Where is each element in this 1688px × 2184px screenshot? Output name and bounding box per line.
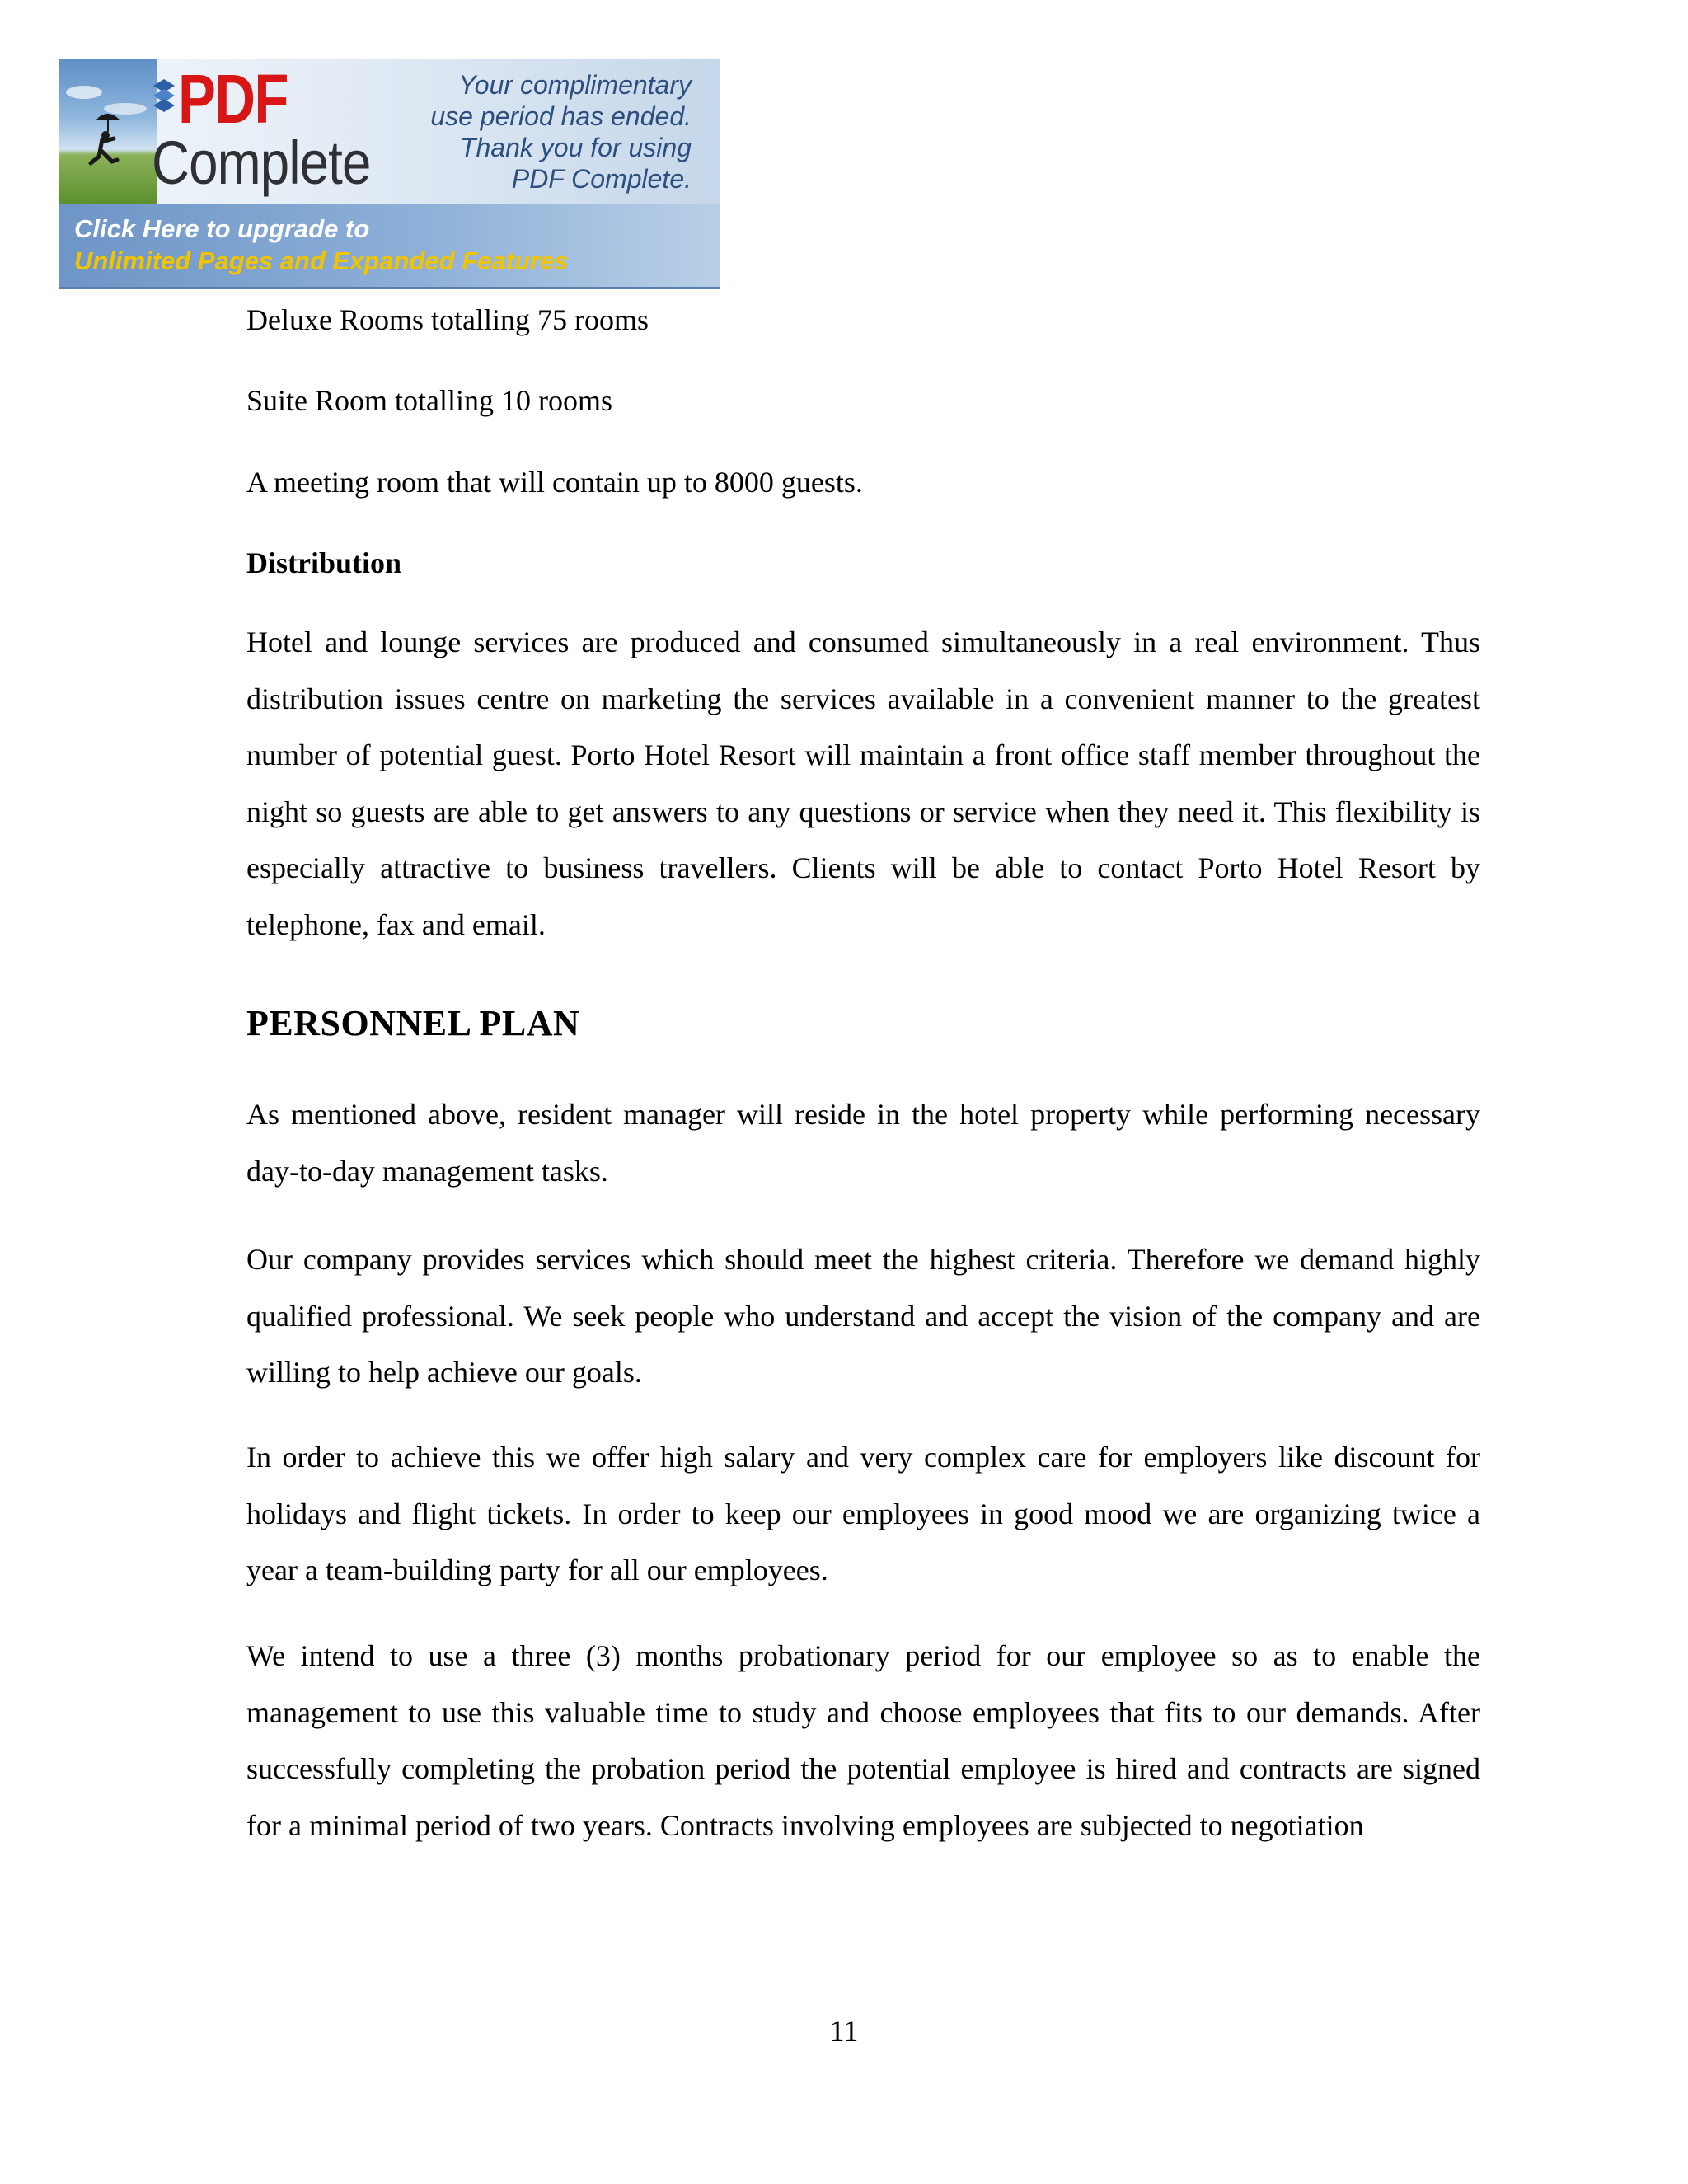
meeting-room-line: A meeting room that will contain up to 8000 guests. (246, 466, 863, 499)
upgrade-link-panel[interactable] (59, 204, 720, 287)
personnel-paragraph-2: Our company provides services which should meet the highest criteria. Therefore we demand highly qualified professional. We seek people who understand and accept the vision of the company and are willing to help achieve our goals. (246, 1243, 1480, 1389)
personnel-paragraph-3: In order to achieve this we offer high salary and very complex care for employers like discount for holidays and flight tickets. In order to keep our employees in good mood we are organizing twice a year a team-building party for all our employees. (246, 1441, 1480, 1586)
upgrade-line-2[interactable]: Unlimited Pages and Expanded Features (74, 246, 569, 275)
notice-line: Thank you for using (459, 133, 692, 162)
personnel-plan-heading: PERSONNEL PLAN (246, 1003, 580, 1043)
deluxe-rooms-line: Deluxe Rooms totalling 75 rooms (246, 303, 649, 336)
logo-pdf-text: PDF (178, 60, 288, 138)
upgrade-line-1[interactable]: Click Here to upgrade to (74, 214, 370, 243)
notice-line: use period has ended. (430, 101, 692, 131)
jumping-man-photo (59, 59, 157, 204)
page-number: 11 (829, 2014, 859, 2047)
upgrade-link[interactable] (74, 213, 569, 277)
upgrade-banner[interactable] (59, 59, 720, 289)
notice-line: PDF Complete. (511, 164, 692, 194)
personnel-paragraph-1: As mentioned above, resident manager will reside in the hotel property while performing necessary day-to-day management tasks. (246, 1098, 1480, 1188)
distribution-paragraph: Hotel and lounge services are produced and consumed simultaneously in a real environment. Thus distribution issues centre on marketing the services available in a convenient manner to the greatest number of potential guest. Porto Hotel Resort will maintain a front office staff member throughout the night so guests are able to get answers to any questions or service when they need it. This flexibility is especially attractive to business travellers. Clients will be able to contact Porto Hotel Resort by telephone, fax and email. (246, 626, 1480, 941)
expired-notice (395, 69, 692, 194)
suite-room-line: Suite Room totalling 10 rooms (246, 384, 613, 417)
logo-complete-text: Complete (152, 129, 371, 197)
personnel-paragraph-4: We intend to use a three (3) months probationary period for our employee so as to enable the management to use this valuable time to study and choose employees that fits to our demands. After successfully completing the probation period the potential employee is hired and contracts are signed for a minimal period of two years. Contracts involving employees are subjected to negotiation (246, 1639, 1480, 1842)
banner-top-panel (59, 59, 720, 204)
layers-icon (152, 73, 176, 117)
notice-line: Your complimentary (458, 70, 692, 100)
distribution-heading: Distribution (246, 546, 402, 579)
